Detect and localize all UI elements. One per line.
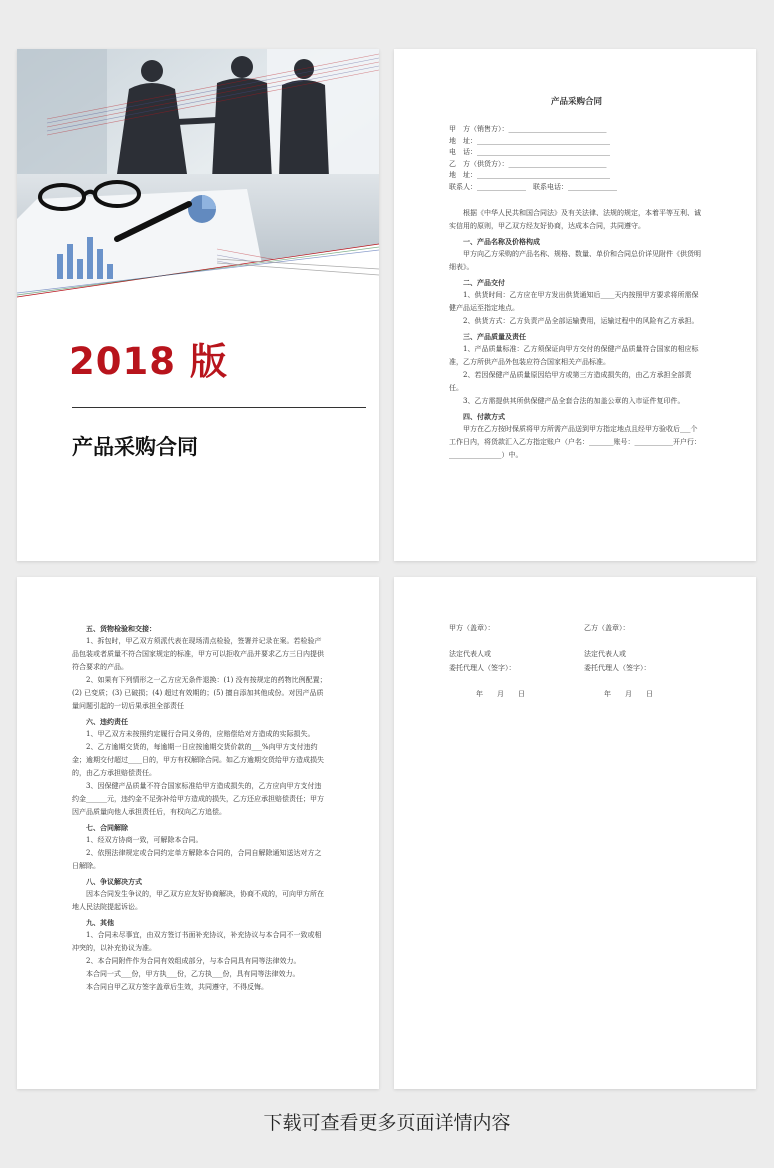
contract-clauses (449, 207, 704, 462)
clause-heading: 四、付款方式 (463, 412, 505, 421)
clause-text: 2、乙方逾期交货的，每逾期一日应按逾期交货价款的___%向甲方支付违约金；逾期交付超过____日的，甲方有权解除合同。如乙方逾期交货给甲方造成损失的，由乙方承担赔偿责任。 (72, 743, 324, 777)
clause-text: 本合同一式___份，甲方执___份，乙方执___份，具有同等法律效力。 (86, 970, 300, 978)
contract-page-1 (394, 49, 756, 561)
clause-text: 2、如果有下列情形之一乙方应无条件退换：(1) 没有按规定的药物比例配置；(2) 已变质；(3) 已破损；(4) 超过有效期的；(5) 擅自添加其他成份。对因产品质量问题引起的一切后果承担全部责任 (72, 676, 327, 710)
clause-heading: 九、其他 (86, 918, 114, 927)
party-b-signature-block (584, 623, 653, 699)
party-b-date: 年 月 日 (604, 690, 653, 698)
clause-heading: 八、争议解决方式 (86, 877, 142, 886)
party-a-rep: 法定代表人或 (449, 650, 491, 658)
clause-text: 甲方向乙方采购的产品名称、规格、数量、单价和合同总价详见附件《供货明细表》。 (449, 250, 701, 271)
clause-text: 甲方在乙方按时保质将甲方所需产品送到甲方指定地点且经甲方验收后___个工作日内，将货款汇入乙方指定账户（户名：_______账号：___________开户行：_______________）中。 (449, 425, 701, 459)
clause-text: 1、供货时间：乙方应在甲方发出供货通知后____天内按照甲方要求将所需保健产品运至指定地点。 (449, 291, 699, 312)
clause-text: 1、甲乙双方未按照约定履行合同义务的，应赔偿给对方造成的实际损失。 (86, 730, 315, 738)
download-prompt: 下载可查看更多页面详情内容 (263, 1112, 511, 1134)
clause-text: 2、若因保健产品质量原因给甲方或第三方造成损失的，由乙方承担全部责任。 (449, 371, 692, 392)
party-line: 地 址：______________________________________ (449, 171, 610, 179)
party-b-rep: 法定代表人或 (584, 650, 626, 658)
clause-text: 1、产品质量标准：乙方须保证向甲方交付的保健产品质量符合国家的相应标准，乙方所供产品外包装应符合国家相关产品标准。 (449, 345, 699, 366)
clause-text: 3、乙方需提供其所供保健产品全套合法的加盖公章的入市证件复印件。 (463, 397, 685, 405)
party-a-signature-block (449, 623, 525, 699)
clause-text: 1、经双方协商一致，可解除本合同。 (86, 836, 203, 844)
party-b-seal: 乙方（盖章）： (584, 624, 630, 632)
clause-heading: 三、产品质量及责任 (463, 332, 526, 341)
cover-divider (72, 407, 366, 408)
party-b-agent: 委托代理人（签字）： (584, 664, 651, 672)
clause-text: 3、因保健产品质量不符合国家标准给甲方造成损失的，乙方应向甲方支付违约金______元，违约金不足弥补给甲方造成的损失，乙方还应承担赔偿责任；甲方因产品质量向他人承担责任后，有权向乙方追偿。 (72, 782, 324, 816)
clause-text: 本合同自甲乙双方签字盖章后生效，共同遵守，不得反悔。 (86, 983, 268, 991)
cover-year: 2018 版 (69, 340, 228, 383)
cover-page (17, 49, 379, 561)
clause-heading: 一、产品名称及价格构成 (463, 237, 540, 246)
party-line: 甲 方（销售方）：____________________________ (449, 125, 607, 133)
clause-heading: 五、货物检验和交接： (86, 624, 156, 633)
clause-heading: 二、产品交付 (463, 278, 505, 287)
party-a-seal: 甲方（盖章）： (449, 624, 495, 632)
party-a-agent: 委托代理人（签字）： (449, 664, 516, 672)
party-a-date: 年 月 日 (476, 690, 525, 698)
clause-text: 2、本合同附件作为合同有效组成部分，与本合同具有同等法律效力。 (86, 957, 301, 965)
clause-text: 根据《中华人民共和国合同法》及有关法律、法规的规定，本着平等互利、诚实信用的原则，甲乙双方经友好协商，达成本合同，共同遵守。 (449, 209, 701, 230)
clause-text: 1、合同未尽事宜，由双方签订书面补充协议，补充协议与本合同不一致或相冲突的，以补充协议为准。 (72, 931, 322, 952)
contract-clauses-continued (72, 620, 327, 994)
clause-text: 2、依照法律规定或合同约定单方解除本合同的，合同自解除通知送达对方之日解除。 (72, 849, 322, 870)
contract-title: 产品采购合同 (550, 97, 602, 107)
party-line: 地 址：______________________________________ (449, 136, 610, 145)
party-line: 联系人：______________ 联系电话：______________ (449, 182, 617, 191)
party-info (449, 124, 704, 193)
party-line: 电 话：______________________________________ (449, 148, 610, 156)
contract-body (449, 96, 704, 462)
clause-text: 2、供货方式：乙方负责产品全部运输费用，运输过程中的风险有乙方承担。 (463, 317, 699, 325)
business-meeting-photo (17, 49, 379, 299)
clause-text: 1、拆包时，甲乙双方须派代表在现场清点检验，签署并记录在案。若检验产品包装或者质量不符合国家规定的标准，甲方可以拒收产品并要求乙方三日内提供符合要求的产品。 (72, 637, 324, 671)
clause-text: 因本合同发生争议的，甲乙双方应友好协商解决，协商不成的，可向甲方所在地人民法院提起诉讼。 (72, 890, 324, 911)
clause-heading: 七、合同解除 (86, 823, 128, 832)
contract-page-3 (394, 577, 756, 1089)
cover-title: 产品采购合同 (72, 435, 198, 459)
clause-heading: 六、违约责任 (86, 717, 128, 726)
contract-page-2 (17, 577, 379, 1089)
party-line: 乙 方（供货方）：____________________________ (449, 159, 607, 168)
